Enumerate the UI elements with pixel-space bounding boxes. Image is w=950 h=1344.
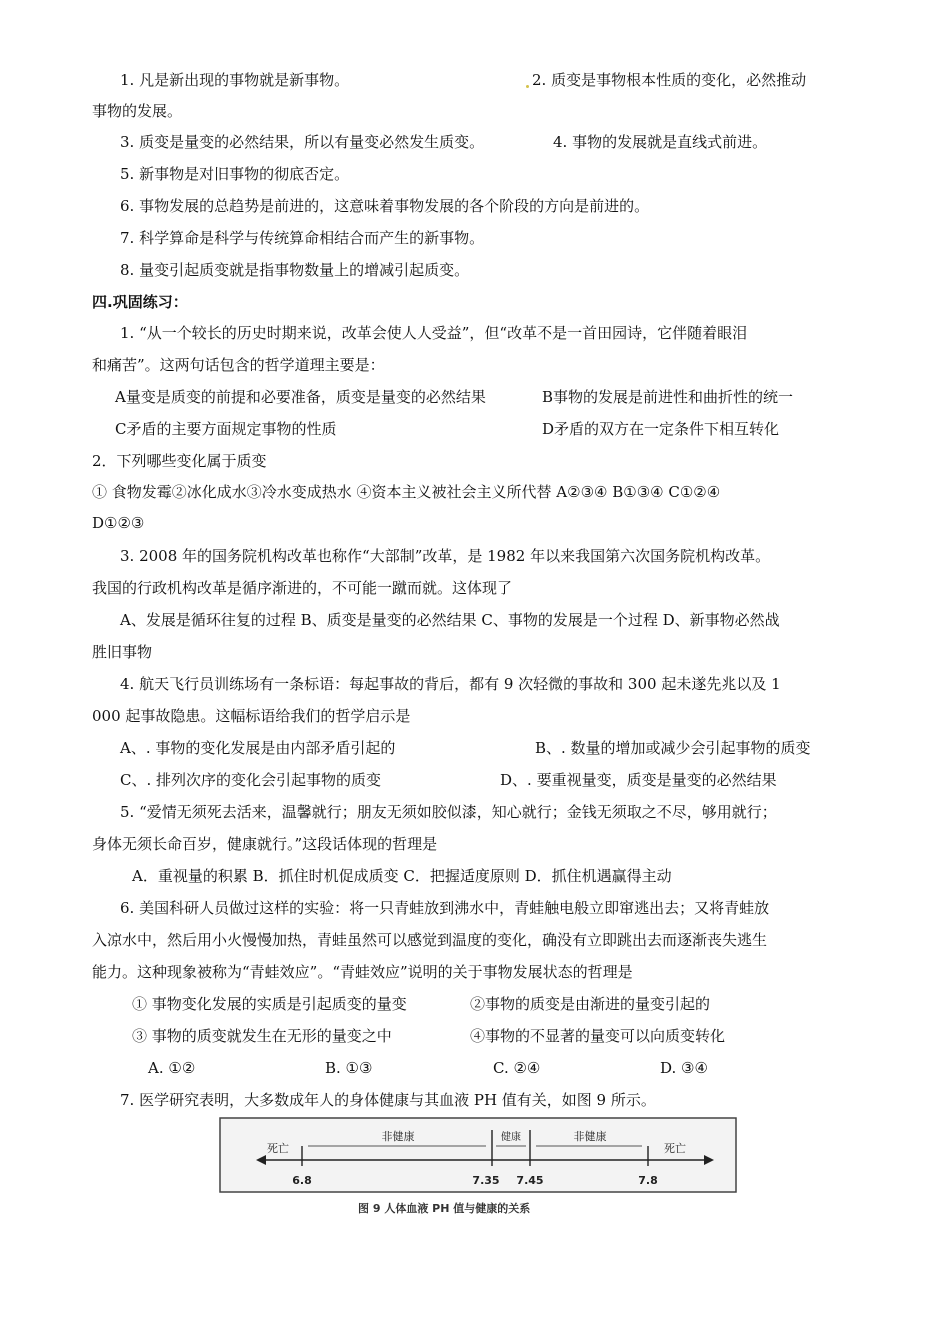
q1-option-c: C矛盾的主要方面规定事物的性质 [115, 420, 337, 438]
section-heading: 四.巩固练习： [92, 293, 188, 311]
q6-stem-line2: 入凉水中，然后用小火慢慢加热，青蛙虽然可以感觉到温度的变化，确没有立即跳出去而逐渐丧失逃生 [92, 931, 768, 949]
statement-7: 7. 科学算命是科学与传统算命相结合而产生的新事物。 [120, 229, 485, 247]
q4-stem-line2: 000 起事故隐患。这幅标语给我们的哲学启示是 [92, 707, 411, 725]
label-death-right: 死亡 [664, 1142, 686, 1155]
tick-label-7-35: 7.35 [472, 1174, 500, 1187]
ph-health-figure [218, 1116, 738, 1248]
statement-2-line1: 2. 质变是事物根本性质的变化，必然推动 [532, 71, 807, 89]
q5-options: A．重视量的积累 B．抓住时机促成质变 C．把握适度原则 D．抓住机遇赢得主动 [132, 867, 672, 885]
statement-6: 6. 事物发展的总趋势是前进的，这意味着事物发展的各个阶段的方向是前进的。 [120, 197, 650, 215]
ph-scale-diagram [218, 1116, 738, 1218]
q4-option-b: B、. 数量的增加或减少会引起事物的质变 [535, 739, 811, 757]
q1-option-d: D矛盾的双方在一定条件下相互转化 [542, 420, 780, 438]
label-unhealthy-right: 非健康 [573, 1130, 607, 1143]
statement-3: 3. 质变是量变的必然结果，所以有量变必然发生质变。 [120, 133, 485, 151]
q5-stem-line1: 5. “爱情无须死去活来，温馨就行；朋友无须如胶似漆，知心就行；金钱无须取之不尽，够用就行； [120, 803, 777, 821]
tick-label-6-8: 6.8 [292, 1174, 312, 1187]
statement-5: 5. 新事物是对旧事物的彻底否定。 [120, 165, 350, 183]
q1-stem-line1: 1. “从一个较长的历史时期来说，改革会使人人受益”，但“改革不是一首田园诗，它伴随着眼泪 [120, 324, 748, 342]
q1-stem-line2: 和痛苦”。这两句话包含的哲学道理主要是： [92, 356, 385, 374]
q5-stem-line2: 身体无须长命百岁，健康就行。”这段话体现的哲理是 [92, 835, 438, 853]
q6-stem-line1: 6. 美国科研人员做过这样的实验：将一只青蛙放到沸水中，青蛙触电般立即窜逃出去；又将青蛙放 [120, 899, 770, 917]
q2-items: ① 食物发霉②冰化成水③冷水变成热水 ④资本主义被社会主义所代替 A②③④ B①③④ C①②④ [92, 483, 721, 501]
q4-stem-line1: 4. 航天飞行员训练场有一条标语：每起事故的背后，都有 9 次轻微的事故和 300 起未遂先兆以及 1 [120, 675, 781, 693]
figure-caption: 图 9 人体血液 PH 值与健康的关系 [358, 1202, 531, 1215]
q2-stem: 2．下列哪些变化属于质变 [92, 452, 267, 470]
label-unhealthy-left: 非健康 [381, 1130, 415, 1143]
q6-item-2: ②事物的质变是由渐进的量变引起的 [470, 995, 711, 1013]
q6-stem-line3: 能力。这种现象被称为“青蛙效应”。“青蛙效应”说明的关于事物发展状态的哲理是 [92, 963, 633, 981]
tick-label-7-8: 7.8 [638, 1174, 658, 1187]
q3-stem-line2: 我国的行政机构改革是循序渐进的，不可能一蹴而就。这体现了 [92, 579, 513, 597]
q3-options-line1: A、发展是循环往复的过程 B、质变是量变的必然结果 C、事物的发展是一个过程 D、新事物必然战 [120, 611, 780, 629]
q6-option-b: B. ①③ [325, 1059, 373, 1077]
label-healthy: 健康 [501, 1132, 521, 1143]
q2-option-d: D①②③ [92, 514, 145, 532]
q6-item-3: ③ 事物的质变就发生在无形的量变之中 [132, 1027, 392, 1045]
q6-item-4: ④事物的不显著的量变可以向质变转化 [470, 1027, 726, 1045]
q6-option-d: D. ③④ [660, 1059, 708, 1077]
q3-options-line2: 胜旧事物 [92, 643, 153, 661]
q7-stem: 7. 医学研究表明，大多数成年人的身体健康与其血液 PH 值有关，如图 9 所示。 [120, 1091, 656, 1109]
q1-option-a: A量变是质变的前提和必要准备，质变是量变的必然结果 [115, 388, 486, 406]
q1-option-b: B事物的发展是前进性和曲折性的统一 [542, 388, 794, 406]
q3-stem-line1: 3. 2008 年的国务院机构改革也称作“大部制”改革，是 1982 年以来我国第六次国务院机构改革。 [120, 547, 771, 565]
q6-item-1: ① 事物变化发展的实质是引起质变的量变 [132, 995, 407, 1013]
q6-option-c: C. ②④ [493, 1059, 541, 1077]
q4-option-d: D、. 要重视量变，质变是量变的必然结果 [500, 771, 777, 789]
q4-option-a: A、. 事物的变化发展是由内部矛盾引起的 [120, 739, 396, 757]
statement-2-line2: 事物的发展。 [92, 102, 183, 120]
yellow-mark [526, 85, 529, 88]
statement-4: 4. 事物的发展就是直线式前进。 [553, 133, 768, 151]
tick-label-7-45: 7.45 [516, 1174, 544, 1187]
q6-option-a: A. ①② [148, 1059, 196, 1077]
statement-8: 8. 量变引起质变就是指事物数量上的增减引起质变。 [120, 261, 470, 279]
statement-1: 1. 凡是新出现的事物就是新事物。 [120, 71, 350, 89]
label-death-left: 死亡 [267, 1142, 289, 1155]
q4-option-c: C、. 排列次序的变化会引起事物的质变 [120, 771, 382, 789]
